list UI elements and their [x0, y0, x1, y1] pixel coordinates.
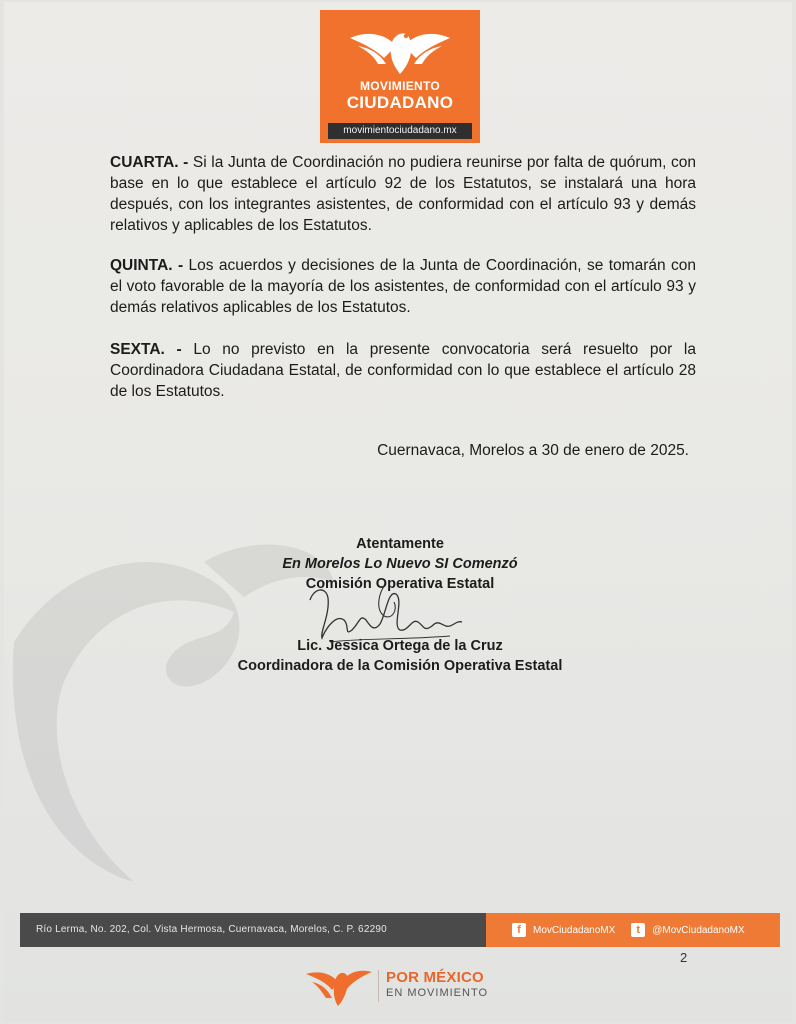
orange-eagle-icon [304, 964, 374, 1008]
footer-address: Río Lerma, No. 202, Col. Vista Hermosa, Cuernavaca, Morelos, C. P. 62290 [20, 913, 486, 947]
document-page [4, 2, 792, 1022]
clause-quinta [110, 255, 696, 318]
page-number: 2 [680, 950, 688, 965]
closing-text: Atentamente [356, 536, 444, 552]
clause-cuarta [110, 152, 696, 236]
clause-sexta [110, 339, 696, 402]
logo-title-line2: CIUDADANO [346, 93, 454, 112]
commission-name: Comisión Operativa Estatal [305, 576, 495, 592]
twitter-icon: t [631, 923, 645, 937]
logo-divider [378, 970, 379, 1002]
motto-text: En Morelos Lo Nuevo SI Comenzó [282, 556, 518, 572]
twitter-handle[interactable]: @MovCiudadanoMX [652, 924, 745, 936]
slogan-line1: POR MÉXICO [386, 969, 484, 986]
por-mexico-logo [304, 964, 504, 1008]
slogan-line2: EN MOVIMIENTO [386, 987, 489, 999]
clause-text: Los acuerdos y decisiones de la Junta de Coordinación, se tomarán con el voto favorable de la mayoría de los asistentes, de conformidad con el artículo 93 y demás relativos aplicables de los Estatutos. [110, 257, 696, 316]
clause-label: QUINTA. - [110, 257, 184, 274]
movimiento-ciudadano-logo [320, 10, 480, 143]
logo-title-line1: MOVIMIENTO [359, 79, 441, 93]
signer-title: Coordinadora de la Comisión Operativa Estatal [237, 658, 563, 674]
clause-label: SEXTA. - [110, 341, 182, 358]
clause-text: Lo no previsto en la presente convocatoria será resuelto por la Coordinadora Ciudadana Estatal, de conformidad con lo que establece el artículo 28 de los Estatutos. [110, 341, 696, 400]
footer-bar [20, 913, 780, 947]
place-and-date: Cuernavaca, Morelos a 30 de enero de 2025. [377, 442, 689, 459]
clause-text: Si la Junta de Coordinación no pudiera reunirse por falta de quórum, con base en lo que establece el artículo 92 de los Estatutos, se instalará una hora después, con los integrantes asistentes, de conformidad con el artículo 93 y demás relativos y aplicables de los Estatutos. [110, 154, 697, 234]
logo-url: movimientociudadano.mx [328, 123, 472, 139]
footer-social [486, 913, 780, 947]
signer-name: Lic. Jessica Ortega de la Cruz [297, 638, 503, 654]
facebook-handle[interactable]: MovCiudadanoMX [533, 924, 616, 936]
facebook-icon: f [512, 923, 526, 937]
clause-label: CUARTA. - [110, 154, 189, 171]
eagle-logo-icon [348, 20, 452, 78]
